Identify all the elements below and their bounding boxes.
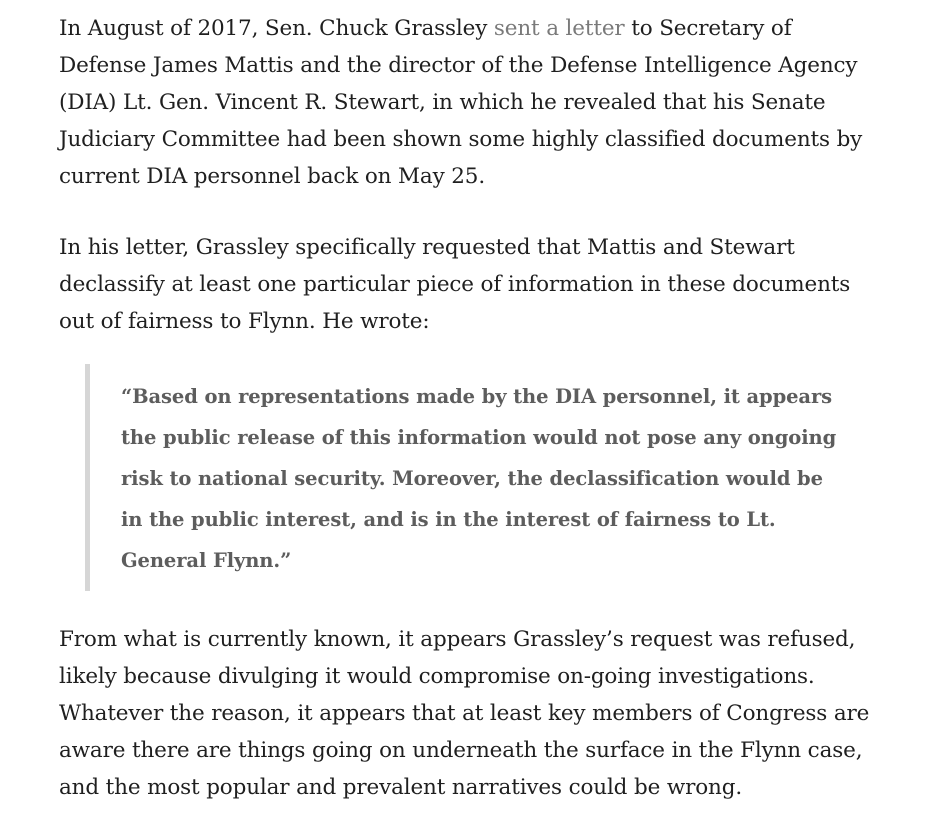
- blockquote-text: “Based on representations made by the DIA personnel, it appears the public release of this information would not pose any ongoing risk to national security. Moreover, the declassification would be in the public interest, and is in the interest of fairness to Lt. General Flynn.”: [121, 385, 837, 572]
- paragraph-1-tail-text: to Secretary of Defense James Mattis and the director of the Defense Intelligence Agency (DIA) Lt. Gen. Vincent R. Stewart, in which he revealed that his Senate Judiciary Committee had been shown some highly classified documents by current DIA personnel back on May 25.: [59, 16, 863, 189]
- sent-a-letter-link[interactable]: sent a letter: [493, 16, 625, 41]
- paragraph-grassley-letter: [59, 10, 879, 195]
- paragraph-declassify-request: In his letter, Grassley specifically requested that Mattis and Stewart declassify at least one particular piece of information in these documents out of fairness to Flynn. He wrote:: [59, 235, 851, 334]
- article-body: [59, 10, 879, 806]
- paragraph-request-refused: From what is currently known, it appears Grassley’s request was refused, likely because divulging it would compromise on-going investigations. Whatever the reason, it appears that at least key members of Congress are aware there are things going on underneath the surface in the Flynn case, and the most popular and prevalent narratives could be wrong.: [59, 627, 870, 800]
- paragraph-1-lead-text: In August of 2017, Sen. Chuck Grassley: [59, 16, 494, 41]
- blockquote: [85, 364, 879, 591]
